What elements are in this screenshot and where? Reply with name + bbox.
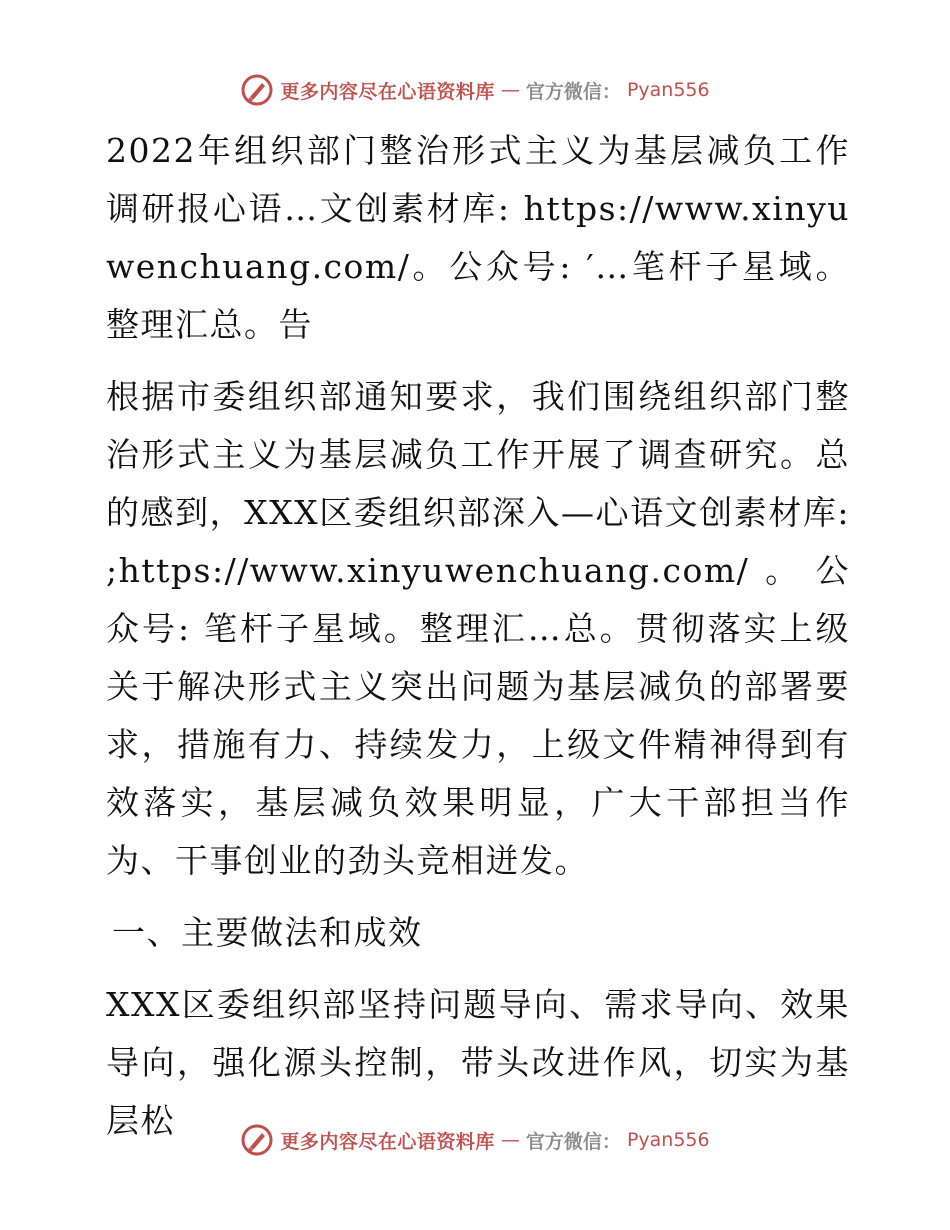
quill-pen-seal-icon (240, 73, 274, 107)
watermark-handle: Pyan556 (626, 79, 710, 101)
header-watermark (0, 70, 950, 110)
watermark-official-label: 官方微信： (525, 80, 621, 103)
body-paragraph: XXX区委组织部坚持问题导向、需求导向、效果导向，强化源头控制，带头改进作风，切实为基层松 (106, 985, 850, 1140)
section-heading: 一、主要做法和成效 (112, 913, 423, 952)
watermark-dash: — (500, 1129, 520, 1151)
quill-pen-seal-icon (240, 1123, 274, 1157)
watermark-main-text: 更多内容尽在心语资料库 (280, 80, 495, 103)
footer-watermark (0, 1120, 950, 1160)
body-paragraph: 根据市委组织部通知要求，我们围绕组织部门整治形式主义为基层减负工作开展了调查研究。总的感到，XXX区委组织部深入—心语文创素材库: ;https://www.xinyuwenchuang.com/。公众号: 笔杆子星域。整理汇…总。贯彻落实上级关于解决形式主义突出问题为基层减负的部署要求，措施有力、持续发力，上级文件精神得到有效落实，基层减负效果明显，广大干部担当作为、干事创业的劲头竞相迸发。 (106, 377, 850, 880)
watermark-official-label: 官方微信： (525, 1130, 621, 1153)
document-title-paragraph: 2022年组织部门整治形式主义为基层减负工作调研报心语…文创素材库: https://www.xinyuwenchuang.com/。公众号: ′…笔杆子星域。整理汇总。告 (106, 131, 850, 344)
watermark-dash: — (500, 79, 520, 101)
document-body (98, 122, 850, 1164)
watermark-handle: Pyan556 (626, 1129, 710, 1151)
watermark-main-text: 更多内容尽在心语资料库 (280, 1130, 495, 1153)
